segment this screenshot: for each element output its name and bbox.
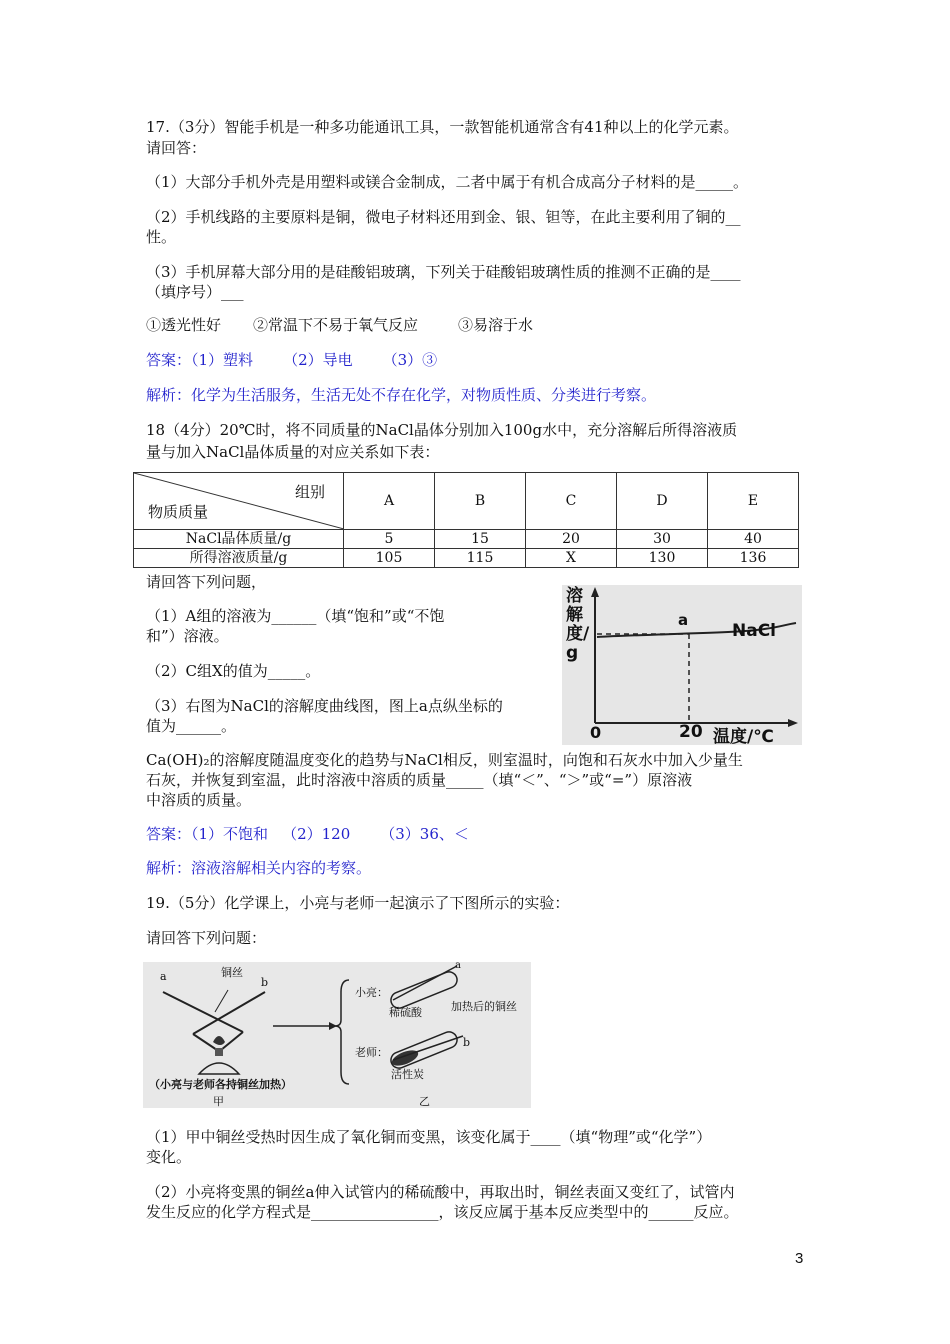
answer-2: （2）120 [282,825,351,843]
table-row [134,530,799,549]
laoshi-label: 老师： [355,1046,388,1059]
dilute-acid-label: 稀硫酸 [389,1006,422,1019]
row-label: 所得溶液质量/g [134,549,344,568]
q17-part1: （1）大部分手机外壳是用塑料或镁合金制成，二者中属于有机合成高分子材料的是_____。 [146,173,749,191]
answer-1: （1）不饱和 [191,825,269,843]
xiaoliang-label: 小亮： [355,986,388,999]
corner-bottom-label: 物质质量 [148,503,209,521]
x-tick-label: 20 [679,722,703,742]
q18-part4-line3: 中溶质的质量。 [146,791,252,809]
tube-b-label: b [463,1036,471,1049]
table-corner-cell [134,473,344,530]
solubility-graph [562,585,802,745]
table-cell: 20 [526,530,617,549]
table-cell: 136 [708,549,799,568]
q17-options [146,315,533,335]
q18-part3-line1: （3）右图为NaCl的溶解度曲线图，图上a点纵坐标的 [146,697,503,715]
figure-caption: （小亮与老师各持铜丝加热） [149,1078,292,1091]
q18-answer [146,824,469,844]
table-header-row [134,473,799,530]
q17-part2-line2: 性。 [146,228,177,246]
q18-analysis: 解析：溶液溶解相关内容的考察。 [146,859,372,877]
figure-jia-label: 甲 [213,1095,224,1108]
lamp [199,1063,239,1074]
y-axis-arrow [591,587,599,597]
table-cell: 15 [435,530,526,549]
answer-label: 答案： [146,351,192,369]
group-header: E [708,473,799,530]
table-cell: 115 [435,549,526,568]
table-cell: X [526,549,617,568]
answer-3: （3）③ [382,351,438,369]
heated-wire-label: 加热后的铜丝 [451,1000,517,1013]
answer-2: （2）导电 [283,351,353,369]
y-axis-label: 溶解度/g [566,586,590,663]
page-number: 3 [795,1250,804,1267]
corner-top-label: 组别 [294,483,325,501]
group-header: B [435,473,526,530]
q17-part2-line1: （2）手机线路的主要原料是铜，微电子材料还用到金、银、钽等，在此主要利用了铜的__ [146,208,741,226]
q19-prompt: 请回答下列问题： [146,929,267,947]
brace [335,980,349,1084]
q18-title-line1: 18（4分）20℃时，将不同质量的NaCl晶体分别加入100g水中，充分溶解后所得溶液质 [146,421,738,439]
q17-option-3: ③易溶于水 [458,316,534,334]
q17-option-1: ①透光性好 [146,316,222,334]
q18-part4-line1: Ca(OH)₂的溶解度随温度变化的趋势与NaCl相反，则室温时，向饱和石灰水中加入少量生 [146,751,743,769]
q19-part1-line1: （1）甲中铜丝受热时因生成了氧化铜而变黑，该变化属于____（填“物理”或“化学”） [146,1128,712,1146]
table-cell: 105 [344,549,435,568]
table-row [134,549,799,568]
flame [213,1036,225,1045]
wire-a-label: a [160,970,167,983]
q19-part1-line2: 变化。 [146,1148,192,1166]
q19-part2-line2: 发生反应的化学方程式是_________________，该反应属于基本反应类型中的______反应。 [146,1203,739,1221]
q17-part3-line1: （3）手机屏幕大部分用的是硅酸铝玻璃，下列关于硅酸铝玻璃性质的推测不正确的是____ [146,263,741,281]
x-axis-label: 温度/℃ [713,727,774,747]
curve-label: NaCl [732,621,777,641]
q19-title: 19.（5分）化学课上，小亮与老师一起演示了下图所示的实验： [146,894,570,912]
table-cell: 5 [344,530,435,549]
figure-yi-label: 乙 [419,1095,430,1108]
q17-answer [146,350,437,370]
answer-1: （1）塑料 [191,351,254,369]
q19-part2-line1: （2）小亮将变黑的铜丝a伸入试管内的稀硫酸中，再取出时，铜丝表面又变红了，试管内 [146,1183,735,1201]
group-header: A [344,473,435,530]
experiment-figure [143,962,531,1108]
origin-label: 0 [590,723,602,742]
q18-title-line2: 量与加入NaCl晶体质量的对应关系如下表： [146,443,440,461]
answer-3: （3）36、＜ [380,825,469,843]
row-label: NaCl晶体质量/g [134,530,344,549]
carbon-label: 活性炭 [391,1068,424,1081]
point-a-label: a [678,611,689,629]
q17-part3-line2: （填序号）___ [146,283,244,301]
table-cell: 40 [708,530,799,549]
group-header: D [617,473,708,530]
table-cell: 30 [617,530,708,549]
q18-part3-line2: 值为______。 [146,717,237,735]
wire-b-label: b [261,976,269,989]
q18-prompt: 请回答下列问题， [146,573,267,591]
q18-part1-line1: （1）A组的溶液为______（填“饱和”或“不饱 [146,607,445,625]
tube-a-label: a [455,960,461,971]
table-cell: 130 [617,549,708,568]
q17-option-2: ②常温下不易于氧气反应 [253,316,419,334]
group-header: C [526,473,617,530]
x-axis-arrow [788,719,798,727]
answer-label: 答案： [146,825,192,843]
data-table [133,472,799,568]
q17-title-line2: 请回答： [146,139,207,157]
q17-analysis: 解析：化学为生活服务，生活无处不存在化学，对物质性质、分类进行考察。 [146,386,657,404]
q18-part4-line2: 石灰，并恢复到室温，此时溶液中溶质的质量_____（填“＜”、“＞”或“=”）原溶液 [146,771,693,789]
q17-title-line1: 17.（3分）智能手机是一种多功能通讯工具，一款智能机通常含有41种以上的化学元素。 [146,118,739,136]
q18-part2: （2）C组X的值为_____。 [146,662,321,680]
copper-wire-label: 铜丝 [221,966,243,979]
q18-part1-line2: 和”）溶液。 [146,627,229,645]
